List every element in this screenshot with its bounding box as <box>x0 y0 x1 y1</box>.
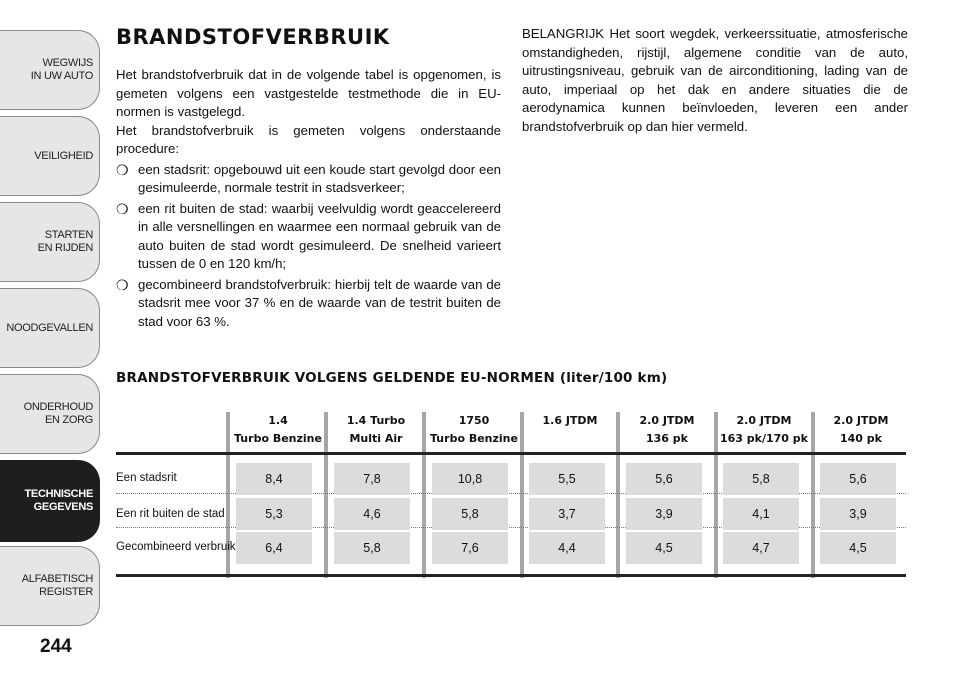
bullet-text: een stadsrit: opgebouwd uit een koude start gevolgd door een gesimuleerde, normale testrit in stadsverkeer; <box>138 161 501 195</box>
tab-label-line: EN RIJDEN <box>37 242 93 254</box>
column-header-line1: 2.0 JTDM <box>639 414 695 427</box>
table-cell: 6,4 <box>236 532 312 564</box>
bullet-item <box>116 161 501 198</box>
column-header-line1: 1750 <box>458 414 490 427</box>
tab-label-line: WEGWIJS <box>42 57 93 69</box>
tab-label-line: ONDERHOUD <box>23 401 93 413</box>
column-header-line1: 1.4 Turbo <box>346 414 406 427</box>
column-header <box>522 412 618 430</box>
table-cell: 5,6 <box>820 463 896 495</box>
tab-wegwijs[interactable] <box>0 30 100 110</box>
row-label: Gecombineerd verbruik <box>116 541 236 553</box>
table-cell: 5,8 <box>334 532 410 564</box>
tab-alfabetisch-register[interactable] <box>0 546 100 626</box>
tab-label-line: STARTEN <box>44 229 93 241</box>
important-note: BELANGRIJK Het soort wegdek, verkeerssituatie, atmosferische omstandigheden, rijstijl, algemene conditie van de auto, uitrustingsniveau, gebruik van de airconditioning, lading van de auto, imperiaal op het dak en andere situaties die de aerodynamica kunnen beïnvloeden, leveren een ander brandstofverbruik op dan hier vermeld. <box>522 26 908 134</box>
tab-label-line: IN UW AUTO <box>30 70 93 82</box>
row-label: Een stadsrit <box>116 472 177 484</box>
column-header-line2: Turbo Benzine <box>234 432 322 445</box>
tab-label-line: NOODGEVALLEN <box>6 321 93 334</box>
tab-label-line: GEGEVENS <box>33 501 93 513</box>
table-cell: 4,5 <box>820 532 896 564</box>
tab-label-line: ALFABETISCH <box>21 573 93 585</box>
table-cell: 3,9 <box>626 498 702 530</box>
table-cell: 7,6 <box>432 532 508 564</box>
column-header-line1: 1.4 <box>268 414 288 427</box>
column-header-line1: 2.0 JTDM <box>833 414 889 427</box>
bullet-icon: ❍ <box>116 161 129 178</box>
tab-label-line: TECHNISCHE <box>24 488 93 500</box>
column-header-line1: 2.0 JTDM <box>736 414 792 427</box>
table-cell: 3,7 <box>529 498 605 530</box>
tab-label-line: REGISTER <box>39 586 93 598</box>
tab-label-line: VEILIGHEID <box>34 149 93 162</box>
table-cell: 4,6 <box>334 498 410 530</box>
row-label: Een rit buiten de stad <box>116 508 225 520</box>
column-header-line2: Multi Air <box>349 432 403 445</box>
tab-onderhoud[interactable] <box>0 374 100 454</box>
bullet-item <box>116 200 501 274</box>
column-header-line2: 140 pk <box>840 432 882 445</box>
table-cell: 4,7 <box>723 532 799 564</box>
section-title: BRANDSTOFVERBRUIK <box>116 25 390 49</box>
bullet-item <box>116 276 501 332</box>
table-cell: 5,5 <box>529 463 605 495</box>
tab-technische-gegevens[interactable] <box>0 460 100 542</box>
table-cell: 5,6 <box>626 463 702 495</box>
intro-column <box>116 66 501 333</box>
tab-starten[interactable] <box>0 202 100 282</box>
tab-noodgevallen[interactable] <box>0 288 100 368</box>
column-header <box>619 412 715 448</box>
bullet-text: een rit buiten de stad: waarbij veelvuldig wordt geaccelereerd in alle versnellingen en waarmee een normaal gebruik van de auto buiten de stad wordt gesimuleerd. De snelheid varieert tussen de 0 en 120 km/h; <box>138 200 501 271</box>
column-header <box>716 412 812 448</box>
page-number: 244 <box>40 636 72 657</box>
column-header-line1: 1.6 JTDM <box>542 414 598 427</box>
table-cell: 4,1 <box>723 498 799 530</box>
column-header-line2: 136 pk <box>646 432 688 445</box>
table-cell: 7,8 <box>334 463 410 495</box>
table-title: BRANDSTOFVERBRUIK VOLGENS GELDENDE EU-NORMEN (liter/100 km) <box>116 370 668 386</box>
column-header <box>426 412 522 448</box>
table-cell: 3,9 <box>820 498 896 530</box>
intro-paragraph: Het brandstofverbruik dat in de volgende tabel is opgenomen, is gemeten volgens een vastgestelde testmethode die in EU-normen is vastgelegd. <box>116 67 501 119</box>
consumption-table <box>116 412 906 580</box>
table-cell: 5,8 <box>432 498 508 530</box>
tab-label-line: EN ZORG <box>44 414 93 426</box>
table-cell: 5,3 <box>236 498 312 530</box>
column-header-line2: 163 pk/170 pk <box>720 432 808 445</box>
intro-paragraph: Het brandstofverbruik is gemeten volgens onderstaande procedure: <box>116 122 501 156</box>
column-header <box>328 412 424 448</box>
table-cell: 8,4 <box>236 463 312 495</box>
table-cell: 10,8 <box>432 463 508 495</box>
table-cell: 4,4 <box>529 532 605 564</box>
table-cell: 4,5 <box>626 532 702 564</box>
tab-veiligheid[interactable] <box>0 116 100 196</box>
column-header <box>813 412 909 448</box>
bullet-icon: ❍ <box>116 276 129 293</box>
bullet-text: gecombineerd brandstofverbruik: hierbij telt de waarde van de stadsrit mee voor 37 % en de waarde van de testrit buiten de stad voor 63 %. <box>138 276 501 329</box>
column-header <box>230 412 326 448</box>
table-cell: 5,8 <box>723 463 799 495</box>
column-header-line2: Turbo Benzine <box>430 432 518 445</box>
bottom-rule <box>116 574 906 577</box>
header-rule <box>116 452 906 455</box>
bullet-icon: ❍ <box>116 200 129 217</box>
